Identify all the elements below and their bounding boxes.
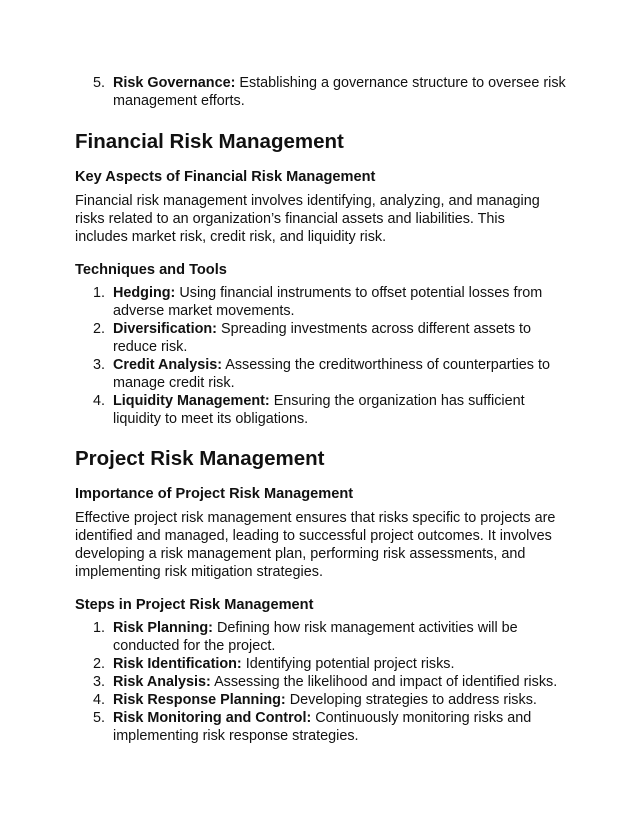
- list-term: Risk Analysis:: [113, 674, 211, 690]
- list-item: [0, 691, 638, 709]
- list-item: [0, 655, 638, 673]
- project-paragraph: Effective project risk management ensures that risks specific to projects are identified and managed, leading to successful project outcomes. It involves developing a risk management plan, performing risk assessments, and implementing risk mitigation strategies.: [75, 510, 556, 580]
- list-text: Assessing the creditworthiness of counterparties to manage credit risk.: [113, 357, 550, 391]
- list-number: 4.: [93, 692, 106, 708]
- list-number: 5.: [93, 75, 106, 91]
- list-text: Spreading investments across different assets to reduce risk.: [113, 321, 532, 355]
- list-text: Assessing the likelihood and impact of identified risks.: [210, 674, 558, 690]
- list-term: Diversification:: [113, 321, 217, 337]
- list-term: Hedging:: [113, 285, 176, 301]
- financial-techniques-list: [0, 284, 638, 428]
- list-item: [0, 392, 638, 428]
- intro-list: [0, 74, 638, 110]
- list-number: 1.: [93, 285, 106, 301]
- list-number: 3.: [93, 674, 106, 690]
- list-item: [0, 74, 638, 110]
- list-number: 5.: [93, 710, 106, 726]
- list-text: Developing strategies to address risks.: [285, 692, 537, 708]
- list-item: [0, 619, 638, 655]
- list-number: 1.: [93, 620, 106, 636]
- list-term: Credit Analysis:: [113, 357, 223, 373]
- list-number: 2.: [93, 321, 106, 337]
- list-number: 2.: [93, 656, 106, 672]
- financial-subheading-techniques: Techniques and Tools: [75, 262, 227, 278]
- list-term: Risk Response Planning:: [113, 692, 286, 708]
- project-subheading-steps: Steps in Project Risk Management: [75, 597, 314, 613]
- list-text: Defining how risk management activities will be conducted for the project.: [113, 620, 518, 654]
- list-term: Risk Monitoring and Control:: [113, 710, 312, 726]
- list-item: [0, 356, 638, 392]
- list-term: Risk Governance:: [113, 75, 236, 91]
- financial-subheading-key-aspects: Key Aspects of Financial Risk Management: [75, 169, 376, 185]
- list-term: Risk Planning:: [113, 620, 213, 636]
- list-item: [0, 709, 638, 745]
- list-text: Using financial instruments to offset potential losses from adverse market movements.: [113, 285, 543, 319]
- list-text: Establishing a governance structure to oversee risk management efforts.: [113, 75, 566, 109]
- financial-paragraph: Financial risk management involves identifying, analyzing, and managing risks related to an organization’s financial assets and liabilities. This includes market risk, credit risk, and liquidity risk.: [75, 193, 540, 245]
- list-text: Ensuring the organization has sufficient liquidity to meet its obligations.: [113, 393, 525, 427]
- list-term: Liquidity Management:: [113, 393, 270, 409]
- list-item: [0, 320, 638, 356]
- list-term: Risk Identification:: [113, 656, 242, 672]
- list-text: Continuously monitoring risks and implementing risk response strategies.: [113, 710, 532, 744]
- list-text: Identifying potential project risks.: [241, 656, 455, 672]
- list-number: 4.: [93, 393, 106, 409]
- financial-heading: Financial Risk Management: [75, 130, 344, 153]
- project-subheading-importance: Importance of Project Risk Management: [75, 486, 354, 502]
- list-item: [0, 284, 638, 320]
- project-steps-list: [0, 619, 638, 745]
- project-heading: Project Risk Management: [75, 447, 325, 470]
- list-item: [0, 673, 638, 691]
- list-number: 3.: [93, 357, 106, 373]
